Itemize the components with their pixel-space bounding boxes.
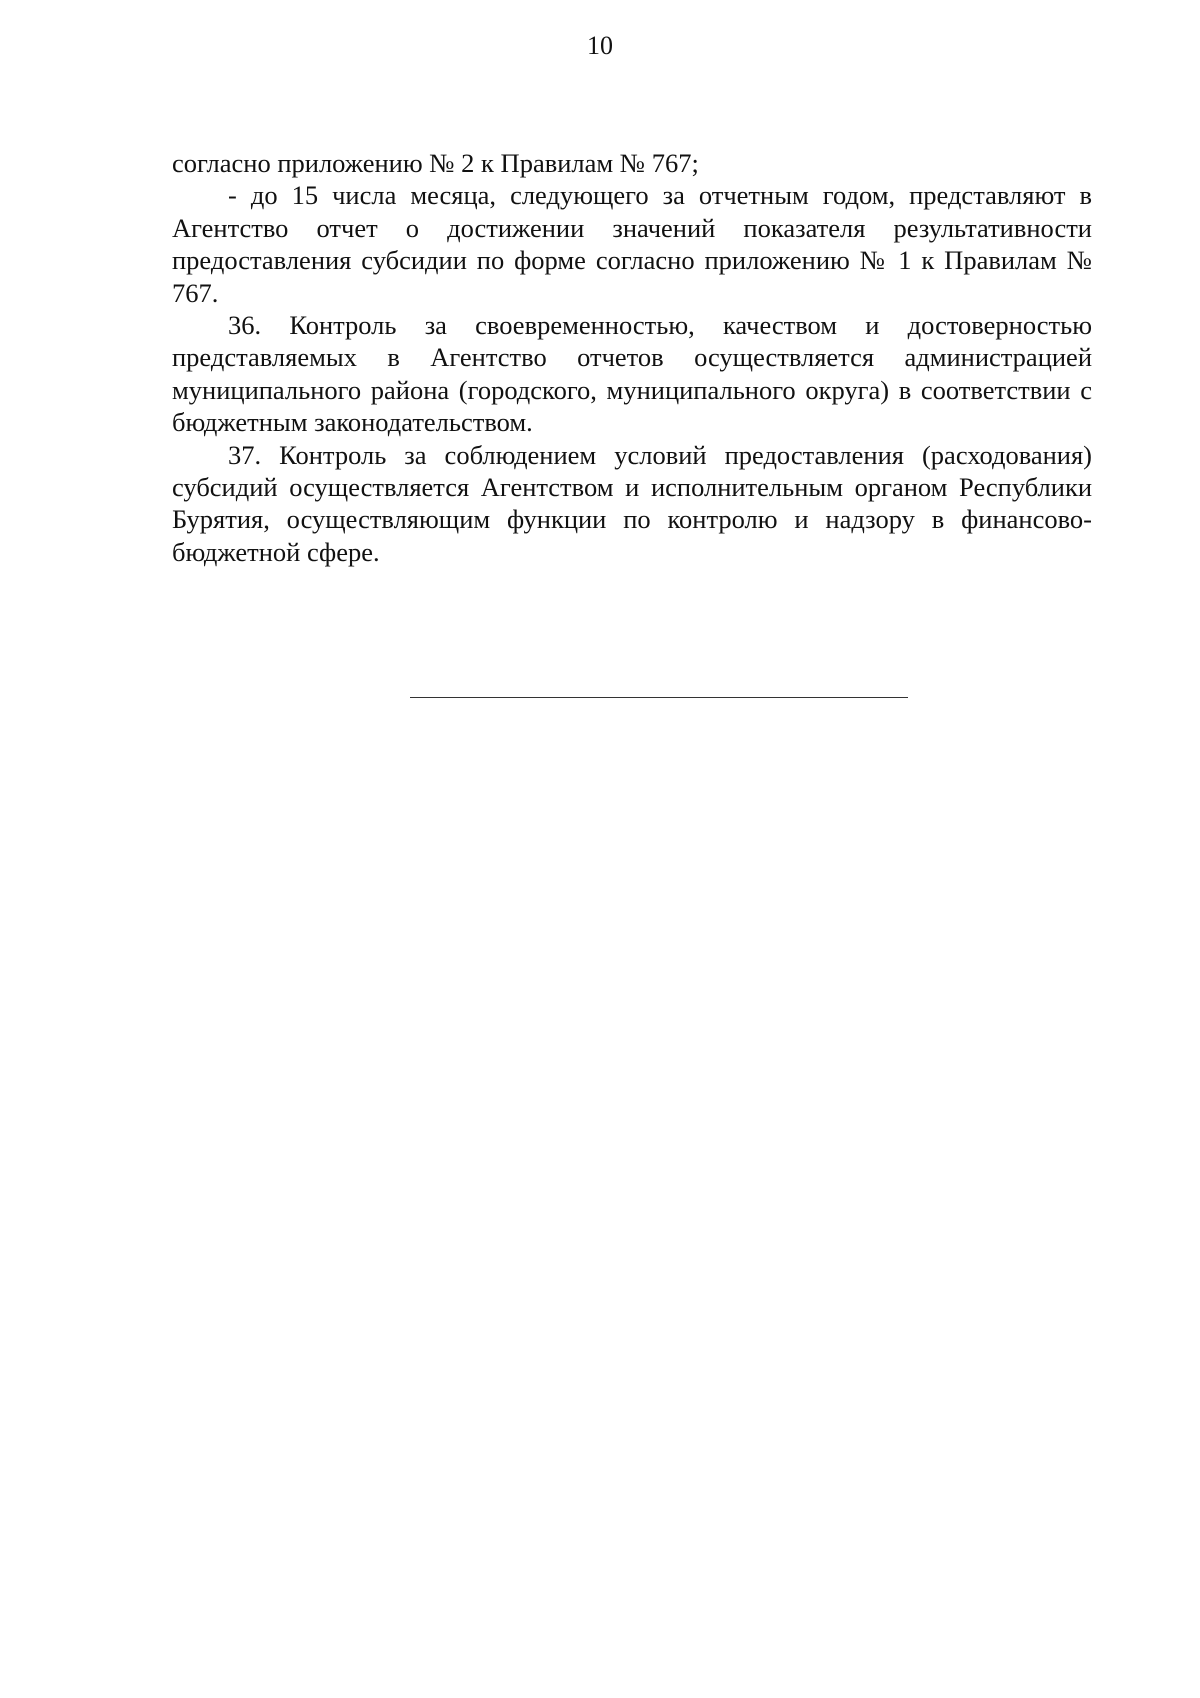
paragraph-continuation: согласно приложению № 2 к Правилам № 767; [172, 148, 699, 178]
document-body [172, 147, 1092, 568]
end-divider-line [410, 697, 908, 698]
paragraph-36: 36. Контроль за своевременностью, качеством и достоверностью представляемых в Агентство отчетов осуществляется администрацией муниципального района (городского, муниципального округа) в соответствии с бюджетным законодательством. [172, 310, 1092, 438]
page-number: 10 [587, 31, 613, 60]
paragraph-37: 37. Контроль за соблюдением условий предоставления (расходования) субсидий осуществляется Агентством и исполнительным органом Республики Бурятия, осуществляющим функции по контролю и надзору в финансово-бюджетной сфере. [172, 439, 1092, 567]
paragraph-report-deadline: - до 15 числа месяца, следующего за отчетным годом, представляют в Агентство отчет о достижении значений показателя результативности предоставления субсидии по форме согласно приложению № 1 к Правилам № 767. [172, 180, 1092, 308]
